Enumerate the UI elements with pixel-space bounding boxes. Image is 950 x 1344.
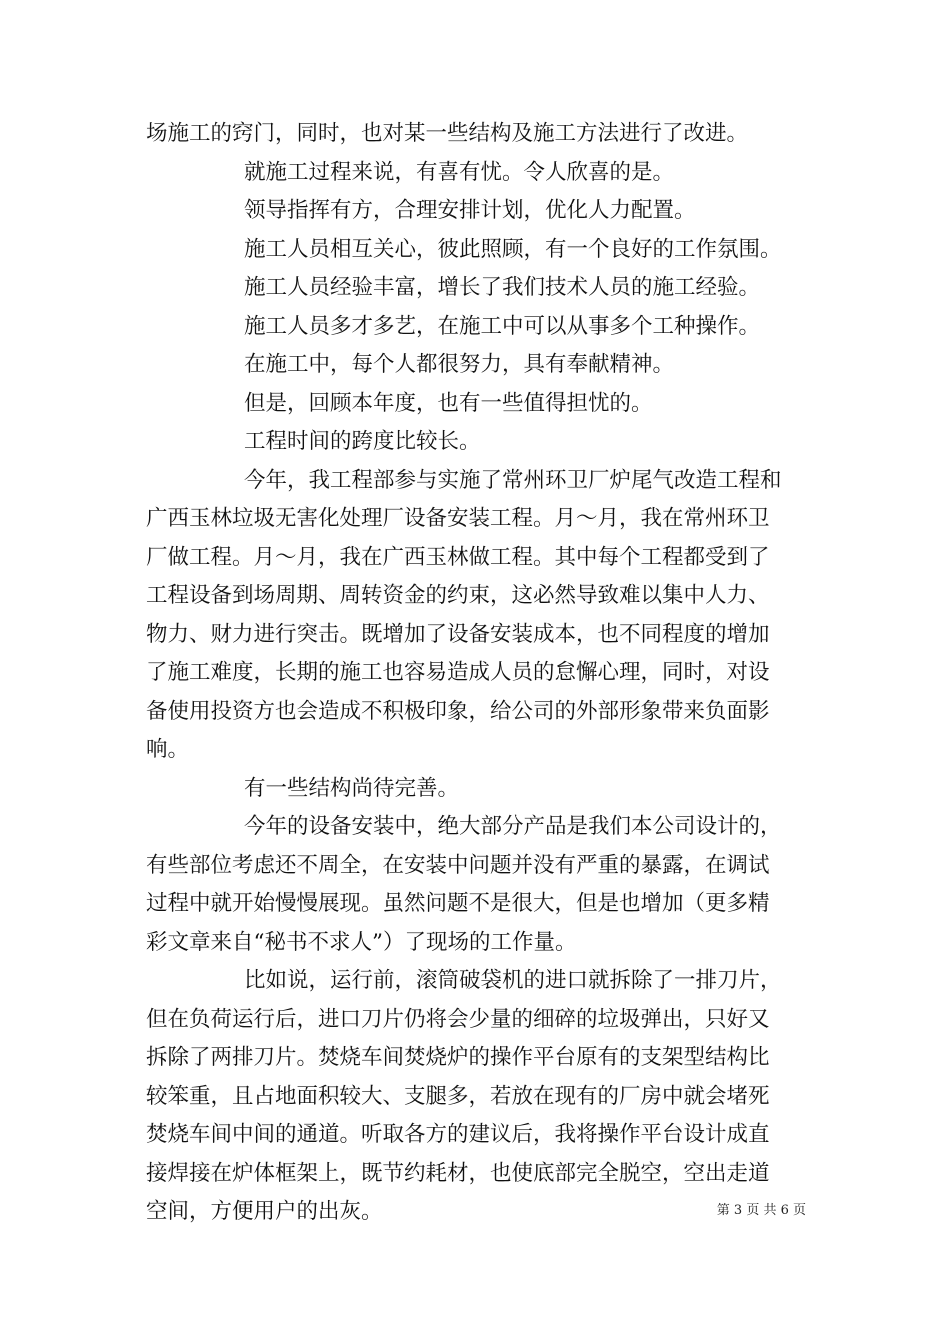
text-line: 物力、财力进行突击。既增加了设备安装成本，也不同程度的增加	[146, 621, 770, 647]
document-body	[146, 115, 806, 1232]
text-line: 今年的设备安装中，绝大部分产品是我们本公司设计的，	[244, 814, 782, 839]
text-line: 较笨重，且占地面积较大、支腿多，若放在现有的厂房中就会堵死	[146, 1083, 770, 1109]
text-line: 彩文章来自“秘书不求人”）了现场的工作量。	[146, 929, 577, 955]
text-line: 就施工过程来说，有喜有忧。令人欣喜的是。	[244, 159, 675, 185]
text-line: 有一些结构尚待完善。	[244, 775, 460, 801]
text-line: 施工人员经验丰富，增长了我们技术人员的施工经验。	[244, 275, 761, 300]
text-line: 拆除了两排刀片。焚烧车间焚烧炉的操作平台原有的支架型结构比	[146, 1045, 770, 1070]
text-line: 在施工中，每个人都很努力，具有奉献精神。	[244, 352, 675, 377]
text-line: 焚烧车间中间的通道。听取各方的建议后，我将操作平台设计成直	[146, 1122, 770, 1147]
text-line: 工程设备到场周期、周转资金的约束，这必然导致难以集中人力、	[146, 583, 770, 608]
text-line: 场施工的窍门，同时，也对某一些结构及施工方法进行了改进。	[146, 121, 749, 146]
text-line: 今年，我工程部参与实施了常州环卫厂炉尾气改造工程和	[244, 467, 782, 493]
text-line: 领导指挥有方，合理安排计划，优化人力配置。	[244, 198, 696, 223]
text-line: 过程中就开始慢慢展现。虽然问题不是很大，但是也增加（更多精	[146, 891, 770, 916]
text-line: 广西玉林垃圾无害化处理厂设备安装工程。月～月，我在常州环卫	[146, 506, 770, 531]
text-line: 有些部位考虑还不周全，在安装中问题并没有严重的暴露，在调试	[146, 852, 770, 878]
text-line: 施工人员多才多艺，在施工中可以从事多个工种操作。	[244, 313, 761, 339]
page-number: 第 3 页 共 6 页	[716, 1203, 806, 1218]
text-line: 施工人员相互关心，彼此照顾，有一个良好的工作氛围。	[244, 236, 782, 262]
text-line: 但在负荷运行后，进口刀片仍将会少量的细碎的垃圾弹出，只好又	[146, 1006, 770, 1032]
text-line: 空间，方便用户的出灰。	[146, 1199, 383, 1224]
text-line: 比如说，运行前，滚筒破袋机的进口就拆除了一排刀片，	[244, 968, 782, 993]
text-line: 响。	[146, 737, 190, 762]
text-line: 但是，回顾本年度，也有一些值得担忧的。	[244, 390, 653, 416]
text-line: 备使用投资方也会造成不积极印象，给公司的外部形象带来负面影	[146, 698, 770, 724]
text-line: 厂做工程。月～月，我在广西玉林做工程。其中每个工程都受到了	[146, 544, 770, 570]
text-line: 接焊接在炉体框架上，既节约耗材，也使底部完全脱空，空出走道	[146, 1160, 770, 1186]
text-line: 工程时间的跨度比较长。	[244, 429, 481, 454]
text-line: 了施工难度，长期的施工也容易造成人员的怠懈心理，同时，对设	[146, 660, 770, 685]
